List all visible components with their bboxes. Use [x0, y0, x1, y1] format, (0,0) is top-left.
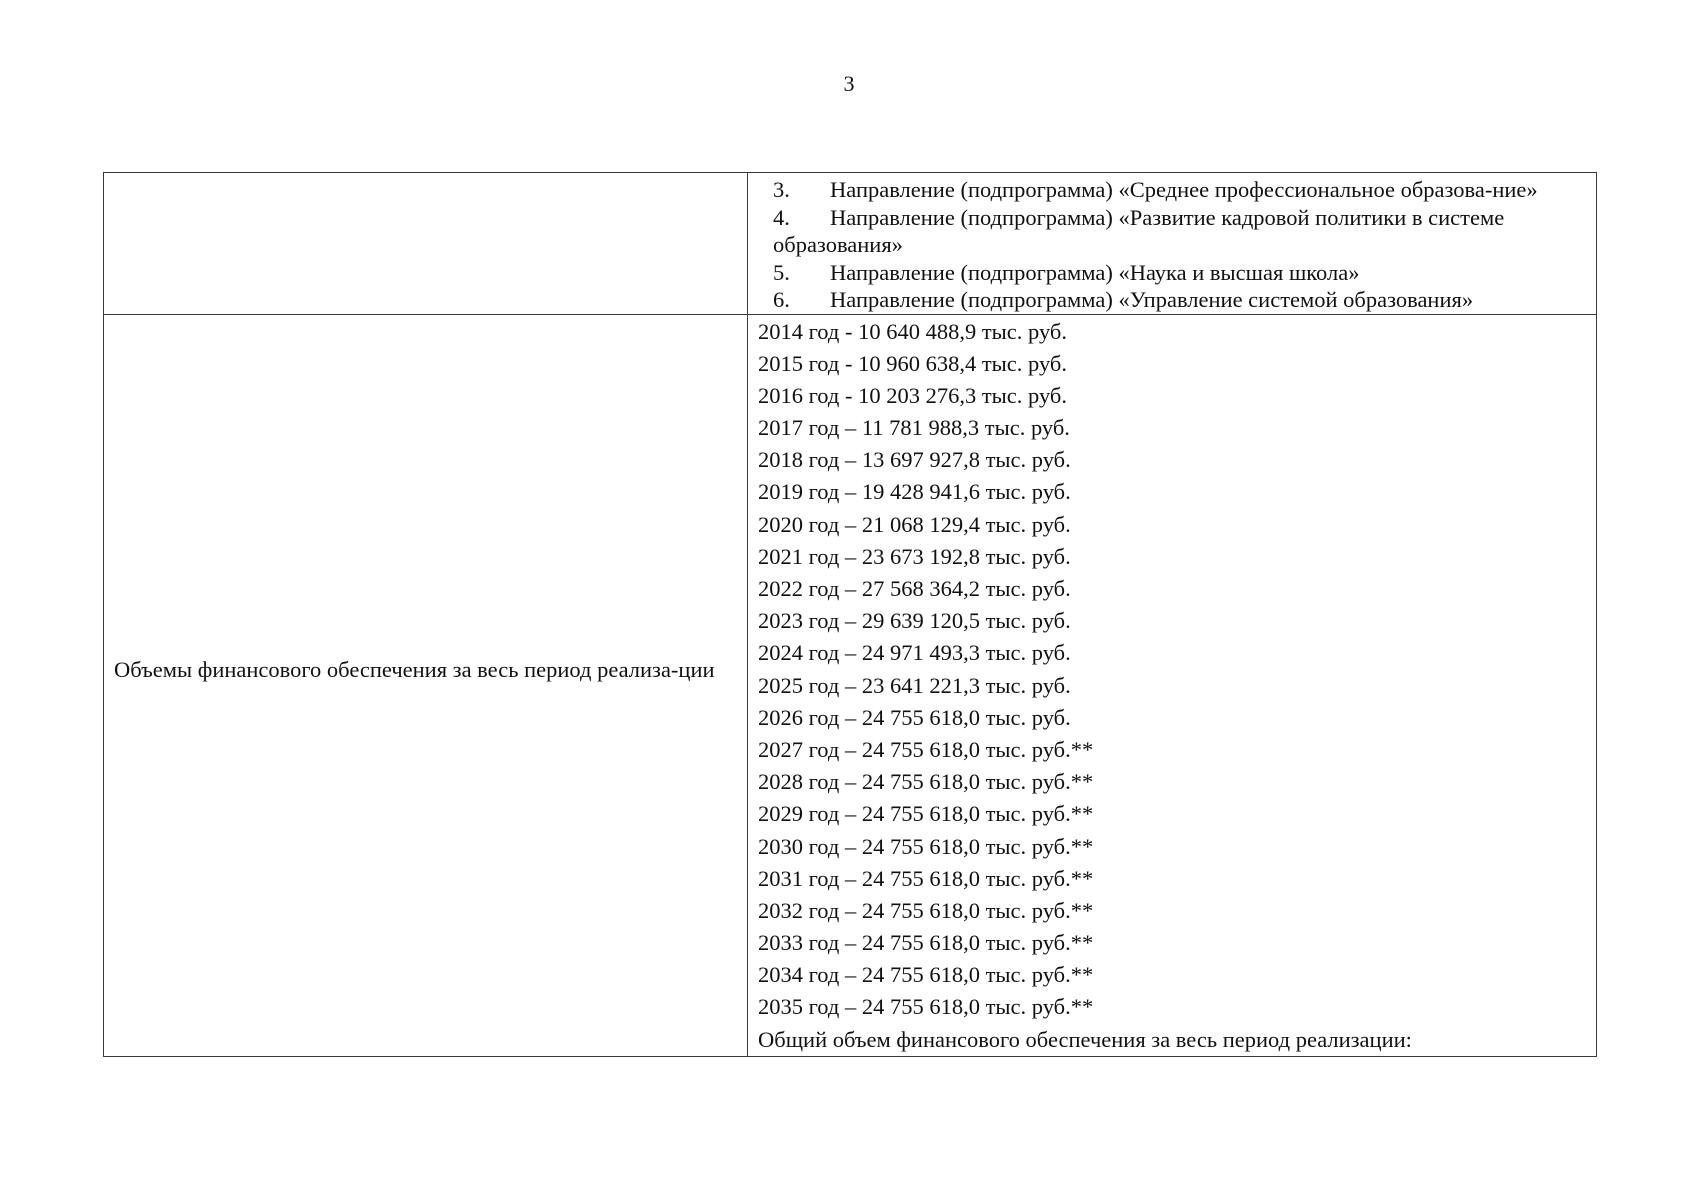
financing-year-row: 2030 год – 24 755 618,0 тыс. руб.** — [758, 833, 1094, 859]
financing-year-row: 2027 год – 24 755 618,0 тыс. руб.** — [758, 736, 1094, 762]
financing-total-label: Общий объем финансового обеспечения за весь период реализации: — [758, 1026, 1412, 1052]
directions-label-cell — [104, 173, 748, 315]
financing-year-row: 2028 год – 24 755 618,0 тыс. руб.** — [758, 769, 1094, 795]
directions-cell — [748, 173, 1597, 315]
financing-year-row: 2019 год – 19 428 941,6 тыс. руб. — [758, 479, 1071, 505]
financing-year-row: 2034 год – 24 755 618,0 тыс. руб.** — [758, 962, 1094, 988]
page-number: 3 — [843, 71, 855, 96]
direction-text: Направление (подпрограмма) «Среднее профессиональное образова-ние» — [830, 177, 1538, 202]
financing-year-row: 2014 год - 10 640 488,9 тыс. руб. — [758, 318, 1068, 344]
direction-item — [773, 204, 1570, 259]
direction-number: 6. — [773, 287, 790, 312]
financing-label: Объемы финансового обеспечения за весь период реализа-ции — [114, 657, 715, 683]
financing-year-row: 2031 год – 24 755 618,0 тыс. руб.** — [758, 865, 1094, 891]
financing-year-row: 2015 год - 10 960 638,4 тыс. руб. — [758, 350, 1068, 376]
financing-year-row: 2024 год – 24 971 493,3 тыс. руб. — [758, 640, 1071, 666]
financing-year-row: 2017 год – 11 781 988,3 тыс. руб. — [758, 415, 1070, 441]
financing-year-row: 2016 год - 10 203 276,3 тыс. руб. — [758, 382, 1068, 408]
direction-number: 3. — [773, 177, 790, 202]
financing-year-row: 2021 год – 23 673 192,8 тыс. руб. — [758, 543, 1071, 569]
financing-year-row: 2022 год – 27 568 364,2 тыс. руб. — [758, 576, 1071, 601]
financing-year-row: 2033 год – 24 755 618,0 тыс. руб.** — [758, 930, 1094, 956]
financing-row — [104, 314, 1597, 1056]
direction-number: 5. — [773, 259, 790, 285]
direction-text: Направление (подпрограмма) «Наука и высшая школа» — [830, 259, 1360, 285]
financing-values-cell — [748, 314, 1597, 1056]
financing-year-row: 2035 год – 24 755 618,0 тыс. руб.** — [758, 994, 1094, 1020]
financing-year-row: 2020 год – 21 068 129,4 тыс. руб. — [758, 511, 1071, 537]
directions-row — [104, 173, 1597, 315]
directions-list — [748, 173, 1596, 314]
financing-year-row: 2026 год – 24 755 618,0 тыс. руб. — [758, 704, 1071, 730]
financing-label-cell — [104, 314, 748, 1056]
financing-year-row: 2032 год – 24 755 618,0 тыс. руб.** — [758, 897, 1094, 923]
direction-number: 4. — [773, 204, 790, 230]
financing-year-row: 2023 год – 29 639 120,5 тыс. руб. — [758, 608, 1071, 634]
financing-year-row: 2018 год – 13 697 927,8 тыс. руб. — [758, 447, 1071, 473]
direction-item — [773, 286, 1570, 314]
direction-text: Направление (подпрограмма) «Развитие кадровой политики в системе образования» — [773, 204, 1505, 257]
direction-text: Направление (подпрограмма) «Управление системой образования» — [830, 287, 1474, 312]
program-passport-table — [103, 172, 1597, 1057]
direction-item — [773, 259, 1570, 287]
financing-list — [748, 315, 1596, 1056]
financing-year-row: 2029 год – 24 755 618,0 тыс. руб.** — [758, 801, 1094, 827]
direction-item — [773, 176, 1570, 204]
financing-year-row: 2025 год – 23 641 221,3 тыс. руб. — [758, 672, 1071, 698]
